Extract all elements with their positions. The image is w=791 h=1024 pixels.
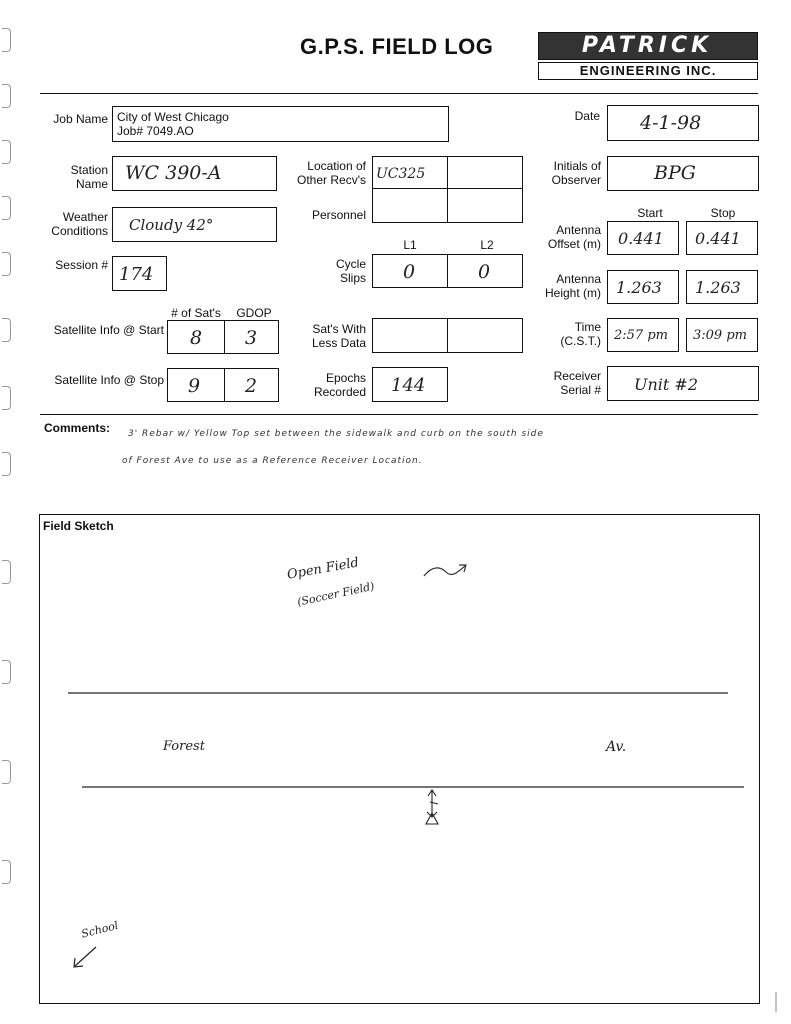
date-label: Date (574, 109, 600, 123)
stop-header: Stop (710, 206, 736, 220)
personnel-label: Personnel (311, 208, 366, 222)
weather-label: Weather Conditions (51, 210, 108, 238)
sats-start-value: 8 (190, 327, 203, 349)
antenna-offset-stop-value: 0.441 (695, 229, 741, 248)
start-header: Start (637, 206, 663, 220)
comments-line-2[interactable]: of Forest Ave to use as a Reference Receiver Location. (122, 456, 423, 466)
time-stop-value: 3:09 pm (693, 328, 747, 343)
weather-value: Cloudy 42° (129, 216, 214, 234)
school-note: School (80, 918, 120, 941)
cycle-slips-l2-value: 0 (478, 261, 491, 283)
antenna-height-label: Antenna Height (m) (544, 272, 601, 300)
antenna-offset-label: Antenna Offset (m) (547, 223, 601, 251)
initials-value: BPG (654, 162, 696, 184)
l1-header: L1 (403, 238, 417, 252)
receiver-serial-label: Receiver Serial # (553, 369, 601, 397)
num-sats-header: # of Sat's (171, 306, 221, 320)
logo-subtitle: ENGINEERING INC. (538, 62, 758, 80)
sat-info-start-label: Satellite Info @ Start (53, 323, 164, 337)
squiggle-arrow-icon (424, 565, 466, 576)
comments-line-1[interactable]: 3' Rebar w/ Yellow Top set between the sidewalk and curb on the south side (128, 429, 544, 439)
street-name-right: Av. (606, 739, 627, 755)
date-value: 4-1-98 (640, 112, 702, 134)
street-name-left: Forest (163, 739, 205, 754)
sat-info-stop-label: Satellite Info @ Stop (54, 373, 164, 387)
reference-point-icon (426, 790, 438, 824)
station-name-label: Station Name (70, 163, 108, 191)
job-name-label: Job Name (53, 112, 108, 126)
gdop-start-value: 3 (245, 327, 258, 349)
sats-stop-value: 9 (188, 375, 201, 397)
antenna-height-start-value: 1.263 (616, 278, 662, 297)
job-name-value: City of West Chicago (117, 110, 229, 124)
form-title: G.P.S. FIELD LOG (300, 34, 494, 59)
receiver-serial-value: Unit #2 (634, 375, 699, 394)
session-label: Session # (55, 258, 108, 272)
epochs-label: Epochs Recorded (313, 371, 366, 399)
antenna-height-stop-value: 1.263 (695, 278, 741, 297)
epochs-value: 144 (391, 375, 426, 396)
comments-label: Comments: (44, 421, 111, 435)
station-name-value: WC 390-A (125, 162, 222, 184)
logo-wordmark: PATRICK (581, 33, 713, 58)
cycle-slips-label: Cycle Slips (335, 257, 366, 285)
cycle-slips-l1-value: 0 (403, 261, 416, 283)
gdop-stop-value: 2 (245, 375, 258, 397)
location-other-label: Location of Other Recv's (297, 159, 366, 187)
field-sketch-label: Field Sketch (43, 519, 114, 533)
time-label: Time (C.S.T.) (560, 320, 601, 348)
initials-label: Initials of Observer (551, 159, 601, 187)
gdop-header: GDOP (236, 306, 272, 320)
soccer-field-note: (Soccer Field) (296, 579, 376, 609)
antenna-offset-start-value: 0.441 (618, 229, 664, 248)
l2-header: L2 (480, 238, 494, 252)
job-number-value: Job# 7049.AO (117, 124, 194, 138)
session-value: 174 (119, 264, 154, 285)
time-start-value: 2:57 pm (614, 328, 668, 343)
location-other-value: UC325 (376, 166, 426, 182)
sats-less-data-label: Sat's With Less Data (311, 322, 366, 350)
school-arrow-icon (74, 947, 96, 967)
open-field-note: Open Field (286, 555, 361, 583)
